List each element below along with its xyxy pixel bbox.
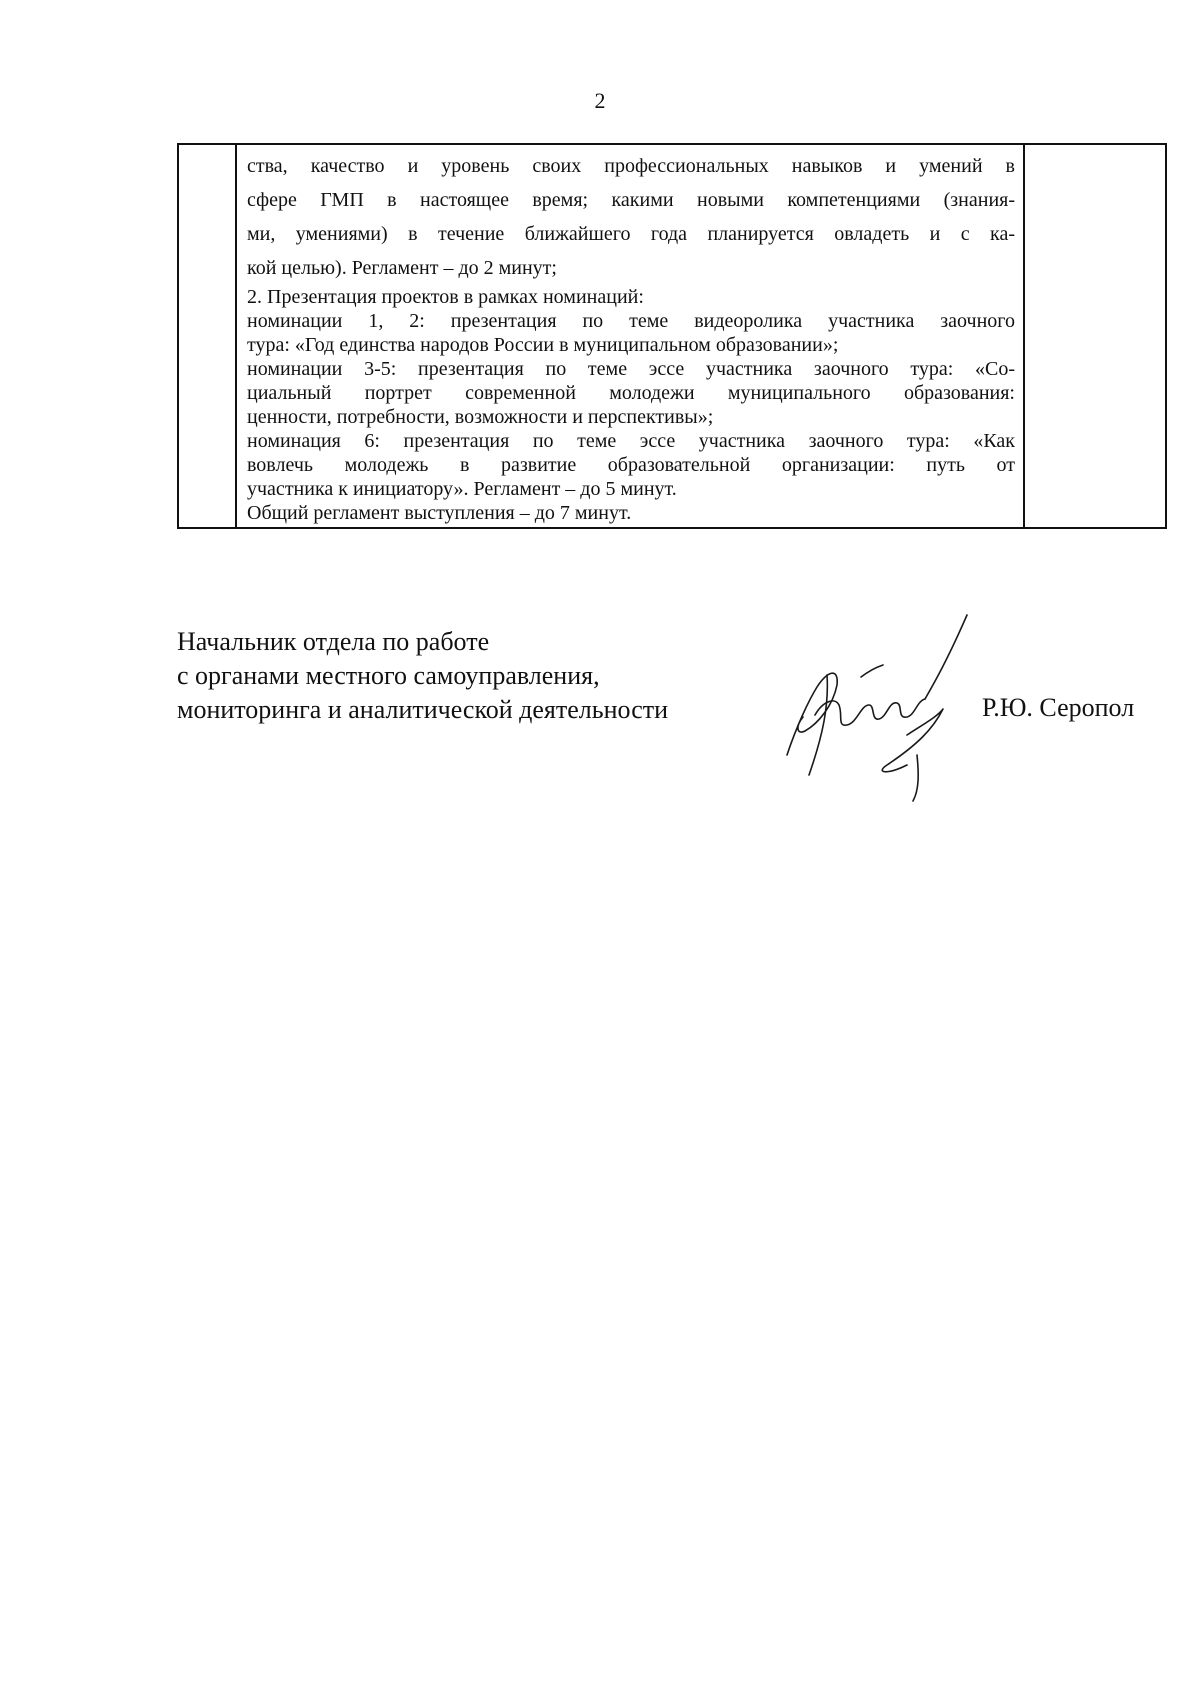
table-text-line: номинации 1, 2: презентация по теме видеоролика участника заочного [247, 310, 1015, 332]
table-text-line: Общий регламент выступления – до 7 минут. [247, 502, 632, 524]
table-text-line: ми, умениями) в течение ближайшего года планируется овладеть и с ка- [247, 223, 1015, 245]
table-text-line: ства, качество и уровень своих профессиональных навыков и умений в [247, 155, 1015, 177]
table-text-line: циальный портрет современной молодежи муниципального образования: [247, 382, 1015, 404]
handwritten-signature [757, 605, 987, 805]
table-text-line: 2. Презентация проектов в рамках номинаций: [247, 286, 644, 308]
table-cell-content [236, 144, 1024, 528]
table-cell-notes [1024, 144, 1166, 528]
table-text-line: номинация 6: презентация по теме эссе участника заочного тура: «Как [247, 430, 1015, 452]
table-text-line: номинации 3-5: презентация по теме эссе участника заочного тура: «Со- [247, 358, 1015, 380]
page-number: 2 [594, 88, 606, 113]
signatory-name: Р.Ю. Серопол [982, 693, 1135, 722]
table-row [178, 144, 1166, 528]
table-cell-number [178, 144, 236, 528]
table-text-line: кой целью). Регламент – до 2 минут; [247, 257, 557, 279]
table-text-line: сфере ГМП в настоящее время; какими новыми компетенциями (знания- [247, 189, 1015, 211]
signatory-title-line: мониторинга и аналитической деятельности [177, 695, 669, 724]
table-text-line: участника к инициатору». Регламент – до 5 минут. [247, 478, 677, 500]
signatory-title-line: с органами местного самоуправления, [177, 661, 600, 690]
table-text-line: ценности, потребности, возможности и перспективы»; [247, 406, 714, 428]
signature-block [177, 625, 1177, 795]
table-text-line: вовлечь молодежь в развитие образовательной организации: путь от [247, 454, 1015, 476]
table-text-line: тура: «Год единства народов России в муниципальном образовании»; [247, 334, 839, 356]
program-table [177, 143, 1167, 529]
signatory-title-line: Начальник отдела по работе [177, 627, 490, 656]
